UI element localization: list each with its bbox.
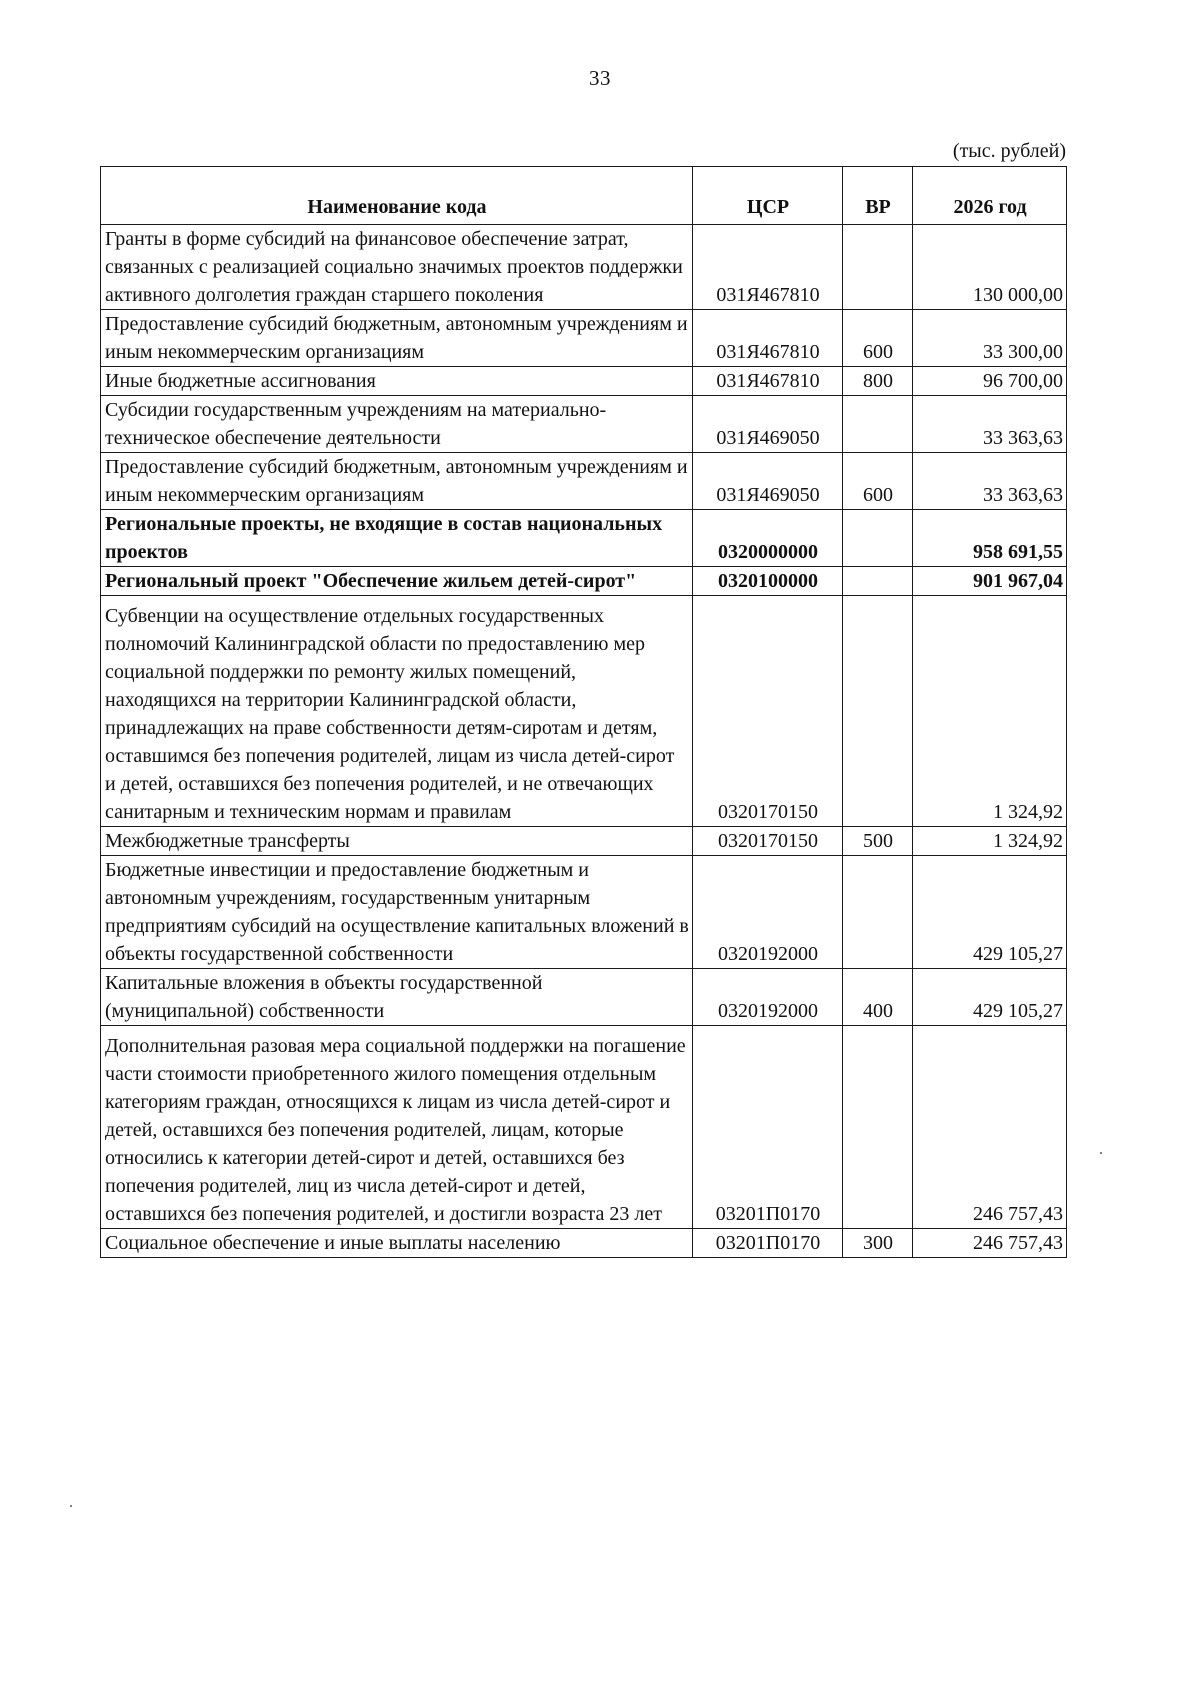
row-vr-cell (843, 396, 913, 453)
row-amount-cell: 33 300,00 (913, 310, 1067, 367)
budget-table (100, 166, 1067, 1258)
row-vr-cell: 800 (843, 367, 913, 396)
row-amount-cell: 1 324,92 (913, 827, 1067, 856)
row-vr-cell (843, 856, 913, 969)
row-name-cell: Межбюджетные трансферты (101, 827, 693, 856)
table-body (101, 225, 1067, 1258)
table-row (101, 396, 1067, 453)
table-row (101, 969, 1067, 1026)
row-csr-cell: 031Я467810 (693, 367, 843, 396)
row-name-cell: Дополнительная разовая мера социальной поддержки на погашение части стоимости приобретенного жилого помещения отдельным категориям граждан, относящихся к лицам из числа детей-сирот и детей, оставшихся без попечения родителей, лицам, которые относились к категории детей-сирот и детей, оставшихся без попечения родителей, лиц из числа детей-сирот и детей, оставшихся без попечения родителей, и достигли возраста 23 лет (101, 1026, 693, 1229)
row-vr-cell: 600 (843, 453, 913, 510)
header-amount: 2026 год (913, 167, 1067, 225)
row-name-cell: Гранты в форме субсидий на финансовое обеспечение затрат, связанных с реализацией социально значимых проектов поддержки активного долголетия граждан старшего поколения (101, 225, 693, 310)
row-name-cell: Субсидии государственным учреждениям на материально-техническое обеспечение деятельности (101, 396, 693, 453)
header-name: Наименование кода (101, 167, 693, 225)
row-vr-cell (843, 1026, 913, 1229)
row-name-cell: Капитальные вложения в объекты государственной (муниципальной) собственности (101, 969, 693, 1026)
row-csr-cell: 0320192000 (693, 856, 843, 969)
row-vr-cell (843, 596, 913, 827)
scan-speck (70, 1505, 72, 1507)
table-header-row (101, 167, 1067, 225)
row-csr-cell: 031Я467810 (693, 310, 843, 367)
row-csr-cell: 0320000000 (693, 510, 843, 567)
row-amount-cell: 901 967,04 (913, 567, 1067, 596)
row-amount-cell: 958 691,55 (913, 510, 1067, 567)
table-row (101, 567, 1067, 596)
row-name-cell: Предоставление субсидий бюджетным, автономным учреждениям и иным некоммерческим организациям (101, 310, 693, 367)
row-name-cell: Бюджетные инвестиции и предоставление бюджетным и автономным учреждениям, государственным унитарным предприятиям субсидий на осуществление капитальных вложений в объекты государственной собственности (101, 856, 693, 969)
row-amount-cell: 33 363,63 (913, 453, 1067, 510)
row-amount-cell: 246 757,43 (913, 1026, 1067, 1229)
row-vr-cell (843, 225, 913, 310)
row-csr-cell: 03201П0170 (693, 1229, 843, 1258)
row-amount-cell: 96 700,00 (913, 367, 1067, 396)
row-vr-cell (843, 510, 913, 567)
row-name-cell: Социальное обеспечение и иные выплаты населению (101, 1229, 693, 1258)
row-amount-cell: 246 757,43 (913, 1229, 1067, 1258)
row-amount-cell: 1 324,92 (913, 596, 1067, 827)
table-row (101, 367, 1067, 396)
row-name-cell: Иные бюджетные ассигнования (101, 367, 693, 396)
row-name-cell: Субвенции на осуществление отдельных государственных полномочий Калининградской области по предоставлению мер социальной поддержки по ремонту жилых помещений, находящихся на территории Калининградской области, принадлежащих на праве собственности детям-сиротам и детям, оставшимся без попечения родителей, лицам из числа детей-сирот и детей, оставшихся без попечения родителей, и не отвечающих санитарным и техническим нормам и правилам (101, 596, 693, 827)
units-label: (тыс. рублей) (952, 140, 1066, 162)
row-amount-cell: 33 363,63 (913, 396, 1067, 453)
page-number: 33 (589, 66, 611, 90)
row-csr-cell: 0320192000 (693, 969, 843, 1026)
row-csr-cell: 031Я469050 (693, 396, 843, 453)
row-amount-cell: 429 105,27 (913, 856, 1067, 969)
row-vr-cell: 500 (843, 827, 913, 856)
header-vr: ВР (843, 167, 913, 225)
row-vr-cell: 400 (843, 969, 913, 1026)
row-vr-cell: 600 (843, 310, 913, 367)
row-csr-cell: 031Я467810 (693, 225, 843, 310)
row-name-cell: Предоставление субсидий бюджетным, автономным учреждениям и иным некоммерческим организациям (101, 453, 693, 510)
row-amount-cell: 130 000,00 (913, 225, 1067, 310)
row-amount-cell: 429 105,27 (913, 969, 1067, 1026)
row-csr-cell: 031Я469050 (693, 453, 843, 510)
row-csr-cell: 0320100000 (693, 567, 843, 596)
row-vr-cell: 300 (843, 1229, 913, 1258)
table-row (101, 310, 1067, 367)
table-row (101, 856, 1067, 969)
row-vr-cell (843, 567, 913, 596)
table-row (101, 225, 1067, 310)
table-row (101, 596, 1067, 827)
row-csr-cell: 03201П0170 (693, 1026, 843, 1229)
row-csr-cell: 0320170150 (693, 827, 843, 856)
table-row (101, 1229, 1067, 1258)
table-row (101, 510, 1067, 567)
table-row (101, 827, 1067, 856)
table-row (101, 453, 1067, 510)
header-csr: ЦСР (693, 167, 843, 225)
row-csr-cell: 0320170150 (693, 596, 843, 827)
table-row (101, 1026, 1067, 1229)
scan-speck (1100, 1152, 1102, 1154)
row-name-cell: Региональный проект "Обеспечение жильем детей-сирот" (101, 567, 693, 596)
row-name-cell: Региональные проекты, не входящие в состав национальных проектов (101, 510, 693, 567)
